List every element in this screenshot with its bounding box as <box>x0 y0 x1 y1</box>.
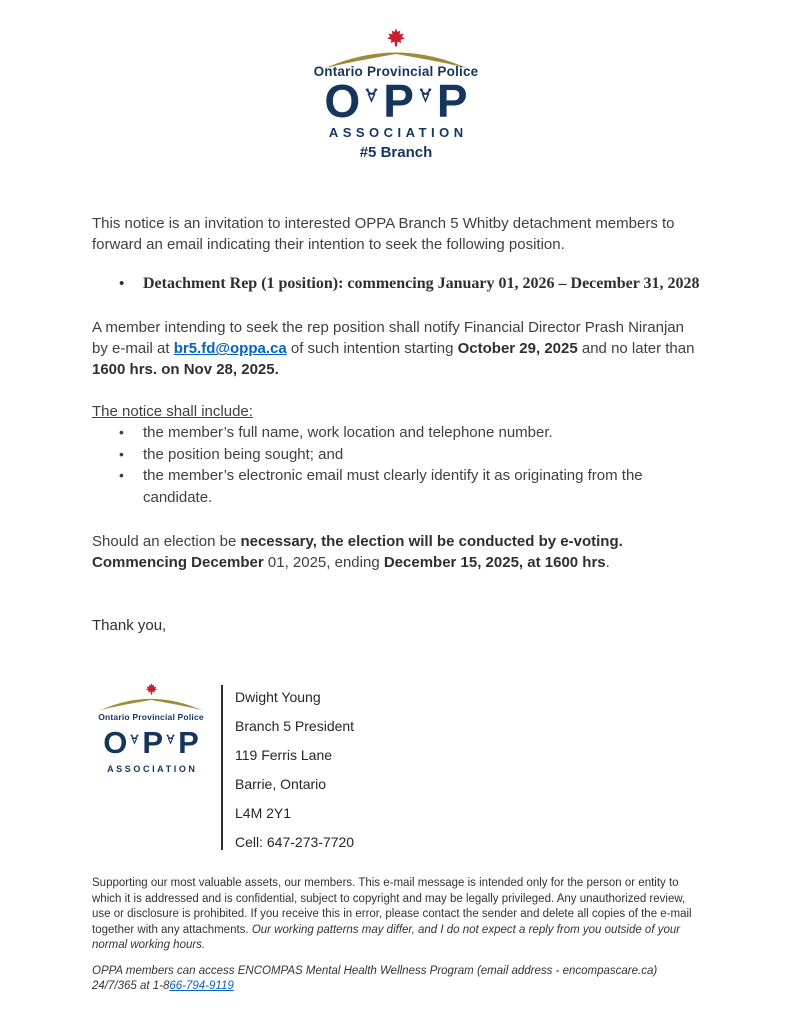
encompas-paragraph <box>92 964 700 995</box>
encompas-phone-link[interactable]: 66-794-9119 <box>169 980 234 993</box>
deer-head-icon <box>130 734 139 745</box>
logo-letter: P <box>142 725 164 761</box>
election-paragraph <box>92 531 700 573</box>
maple-leaf-icon <box>145 683 158 695</box>
include-list <box>92 422 700 508</box>
disclaimer-paragraph <box>92 876 700 954</box>
closing-salutation: Thank you, <box>92 617 167 635</box>
election-text: Should an election be <box>92 533 241 551</box>
logo-acronym <box>103 725 199 761</box>
include-item: • the member’s electronic email must clearly identify it as originating from the candidate. <box>92 465 700 508</box>
logo-letter: P <box>178 725 199 761</box>
working-patterns-note: Our working patterns may differ, and I do not expect a reply from you outside of your normal working hours. <box>92 923 681 952</box>
logo-letter: O <box>103 725 128 761</box>
signature-title: Branch 5 President <box>235 718 355 735</box>
election-bold: December 15, 2025, at 1600 hrs <box>383 554 606 572</box>
include-item: • the member’s full name, work location and telephone number. <box>92 422 700 444</box>
deer-head-icon <box>419 88 432 103</box>
signature-address-city: Barrie, Ontario <box>235 776 327 793</box>
deer-head-icon <box>365 88 378 103</box>
election-text: 01, 2025, ending <box>267 554 384 572</box>
start-date: October 29, 2025 <box>457 340 578 358</box>
include-heading: The notice shall include: <box>92 403 253 421</box>
election-text: . <box>605 554 610 572</box>
signature-postal-code: L4M 2Y1 <box>235 805 292 822</box>
logo-acronym <box>324 75 468 127</box>
signature-address-street: 119 Ferris Lane <box>235 747 333 764</box>
letter-body <box>92 213 700 850</box>
logo-org-name: Ontario Provincial Police <box>98 712 204 723</box>
logo-association-label: ASSOCIATION <box>107 763 198 774</box>
notify-paragraph <box>92 317 700 380</box>
signature-contact <box>235 683 354 850</box>
signature-cell-phone: Cell: 647-273-7720 <box>235 834 355 851</box>
include-item: • the position being sought; and <box>92 444 700 466</box>
position-item: • Detachment Rep (1 position): commencing January 01, 2026 – December 31, 2028 <box>92 273 700 295</box>
disclaimer-text: Supporting our most valuable assets, our members. This e-mail message is intended only for the person or entity to which it is addressed and is confidential, subject to copyright and may be legally privileged. Any unauthorized review, use or disclosure is prohibited. If you receive this in error, please contact the sender and delete all copies of the e-mail together with any attachments. <box>92 877 692 936</box>
branch-title: #5 Branch <box>359 144 433 162</box>
deadline: 1600 hrs. on Nov 28, 2025. <box>92 361 279 379</box>
logo-letter: P <box>436 75 468 127</box>
election-bold: necessary, the election will be conducted by e-voting. Commencing December <box>92 533 623 572</box>
notify-text: of such intention starting <box>286 340 458 358</box>
signature-divider <box>221 685 223 850</box>
maple-leaf-icon <box>386 28 406 47</box>
deer-head-icon <box>166 734 175 745</box>
notify-text: and no later than <box>577 340 695 358</box>
oppa-logo-small <box>95 683 207 850</box>
signature-block <box>95 683 700 850</box>
position-list <box>92 273 700 295</box>
oppa-logo <box>92 28 700 161</box>
logo-association-label: ASSOCIATION <box>328 125 468 141</box>
logo-letter: P <box>383 75 414 127</box>
email-footer <box>92 876 700 995</box>
notify-text: A member intending to seek the rep position shall notify Financial Director Prash Niranjan by e-mail at <box>92 319 684 358</box>
email-link[interactable]: br5.fd@oppa.ca <box>173 340 287 358</box>
signature-name: Dwight Young <box>235 689 321 706</box>
logo-org-name: Ontario Provincial Police <box>313 64 479 79</box>
logo-letter: O <box>324 75 361 127</box>
intro-paragraph: This notice is an invitation to interested OPPA Branch 5 Whitby detachment members to forward an email indicating their intention to seek the following position. <box>92 215 675 254</box>
encompas-text: OPPA members can access ENCOMPAS Mental Health Wellness Program (email address - encompascare.ca) 24/7/365 at 1-8 <box>92 964 658 993</box>
